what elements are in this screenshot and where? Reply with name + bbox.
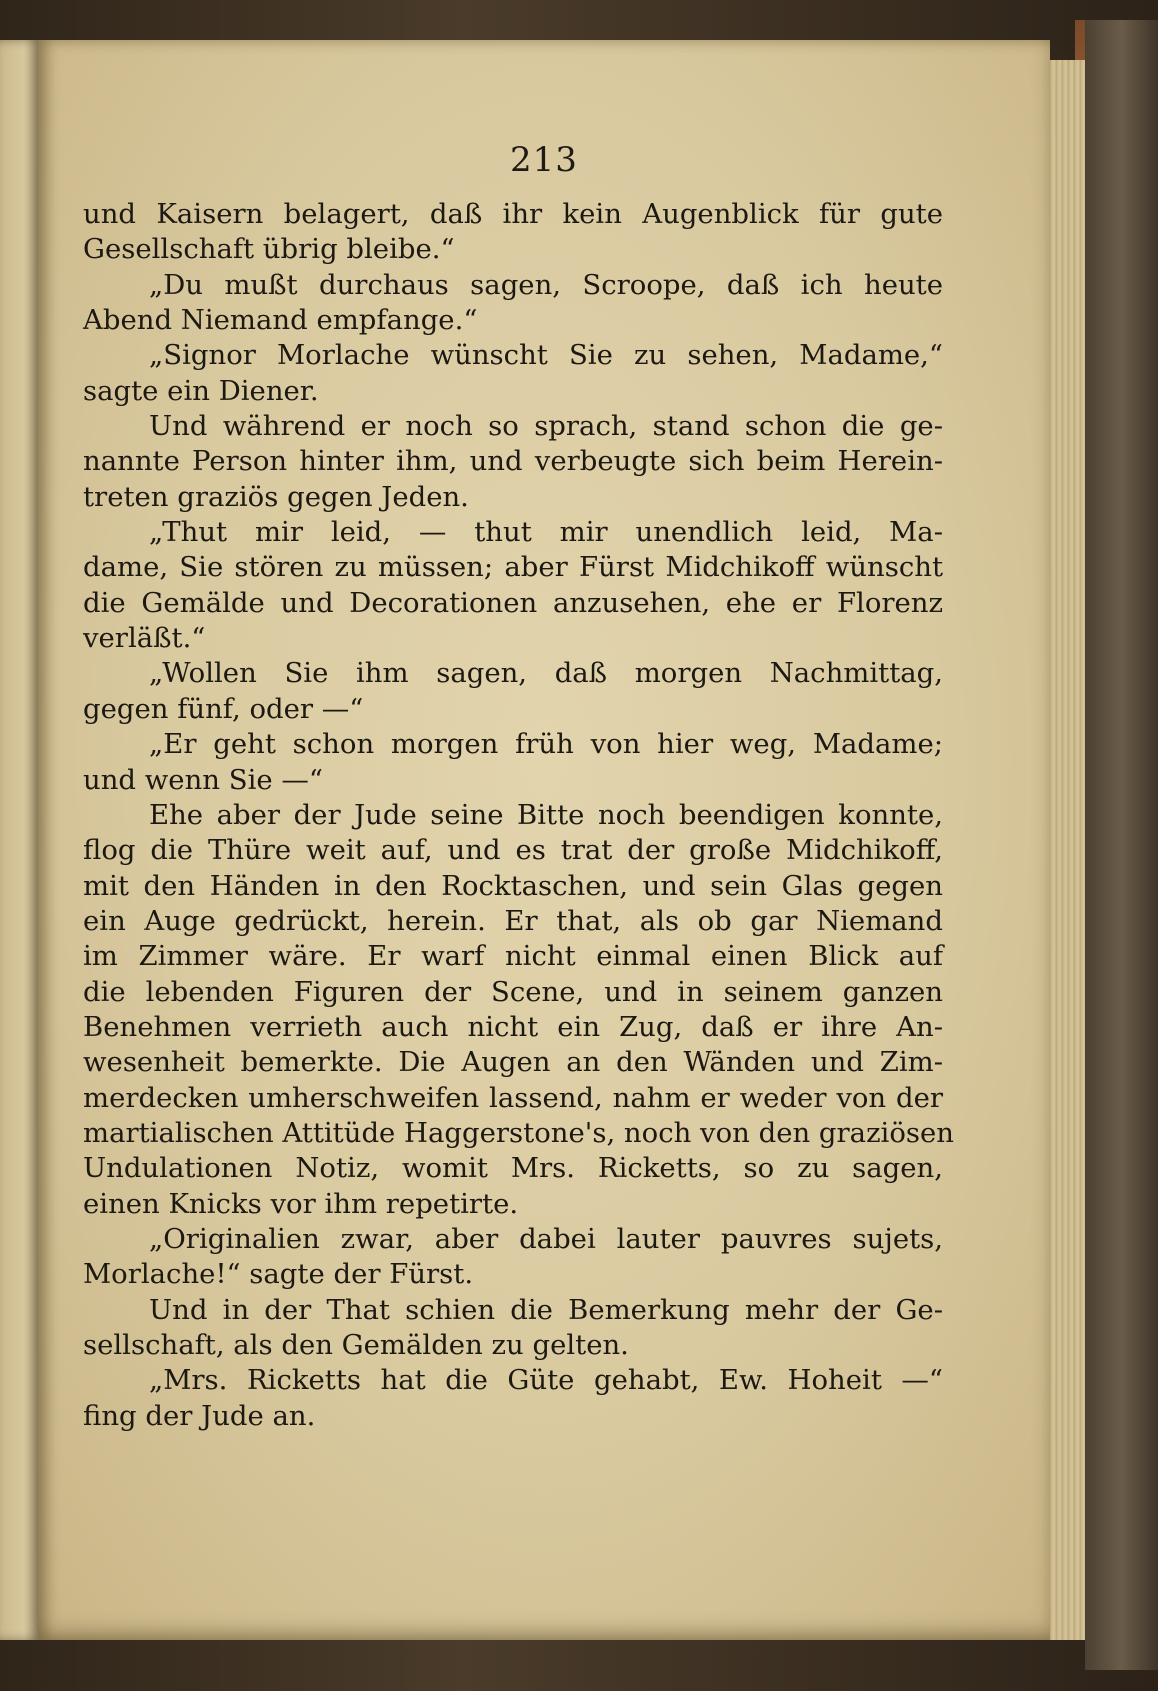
text-line: die lebenden Figuren der Scene, und in seinem ganzen bbox=[83, 975, 943, 1008]
text-line: „Wollen Sie ihm sagen, daß morgen Nachmittag, bbox=[149, 657, 943, 690]
text-line: „Mrs. Ricketts hat die Güte gehabt, Ew. Hoheit —“ bbox=[149, 1364, 943, 1397]
text-line: wesenheit bemerkte. Die Augen an den Wänden und Zim- bbox=[83, 1046, 943, 1079]
facing-page-edge bbox=[0, 40, 40, 1640]
text-line: „Er geht schon morgen früh von hier weg, Madame; bbox=[149, 728, 943, 761]
text-line: martialischen Attitüde Haggerstone's, noch von den graziösen bbox=[83, 1116, 955, 1149]
text-line: „Signor Morlache wünscht Sie zu sehen, Madame,“ bbox=[149, 339, 943, 372]
text-line: „Thut mir leid, — thut mir unendlich leid, Ma- bbox=[149, 516, 943, 549]
text-line: Morlache!“ sagte der Fürst. bbox=[83, 1258, 474, 1291]
text-line: treten graziös gegen Jeden. bbox=[83, 480, 469, 513]
text-line: Ehe aber der Jude seine Bitte noch beendigen konnte, bbox=[149, 798, 943, 831]
text-line: dame, Sie stören zu müssen; aber Fürst Midchikoff wünscht bbox=[83, 551, 943, 584]
page-text bbox=[83, 197, 955, 1434]
text-line: Und während er noch so sprach, stand schon die ge- bbox=[149, 410, 943, 443]
text-line: ein Auge gedrückt, herein. Er that, als ob gar Niemand bbox=[83, 904, 943, 937]
text-line: sellschaft, als den Gemälden zu gelten. bbox=[83, 1329, 629, 1361]
book-page bbox=[38, 40, 1050, 1640]
text-line: und wenn Sie —“ bbox=[83, 763, 323, 796]
text-line: Undulationen Notiz, womit Mrs. Ricketts, so zu sagen, bbox=[83, 1152, 943, 1185]
book-cover bbox=[1085, 20, 1158, 1670]
text-line: merdecken umherschweifen lassend, nahm er weder von der bbox=[83, 1081, 943, 1114]
text-line: und Kaisern belagert, daß ihr kein Augenblick für gute bbox=[83, 198, 943, 230]
text-line: „Du mußt durchaus sagen, Scroope, daß ich heute bbox=[149, 268, 943, 301]
text-line: gegen fünf, oder —“ bbox=[83, 692, 364, 725]
text-line: Benehmen verrieth auch nicht ein Zug, daß er ihre An- bbox=[83, 1010, 943, 1043]
text-line: nannte Person hinter ihm, und verbeugte sich beim Herein- bbox=[83, 445, 943, 478]
text-line: fing der Jude an. bbox=[83, 1399, 316, 1432]
text-line: Abend Niemand empfange.“ bbox=[83, 304, 478, 337]
text-line: im Zimmer wäre. Er warf nicht einmal einen Blick auf bbox=[83, 940, 943, 973]
text-line: Und in der That schien die Bemerkung mehr der Ge- bbox=[149, 1293, 943, 1326]
text-line: einen Knicks vor ihm repetirte. bbox=[83, 1187, 519, 1220]
page-stack-edge bbox=[1045, 60, 1085, 1640]
text-line: die Gemälde und Decorationen anzusehen, ehe er Florenz bbox=[83, 586, 943, 619]
text-line: flog die Thüre weit auf, und es trat der große Midchikoff, bbox=[83, 834, 943, 867]
page-number: 213 bbox=[510, 140, 578, 180]
text-line: mit den Händen in den Rocktaschen, und sein Glas gegen bbox=[83, 869, 943, 902]
text-line: „Originalien zwar, aber dabei lauter pauvres sujets, bbox=[149, 1222, 943, 1255]
text-line: verläßt.“ bbox=[83, 622, 206, 655]
text-line: Gesellschaft übrig bleibe.“ bbox=[83, 233, 455, 266]
text-line: sagte ein Diener. bbox=[83, 374, 319, 407]
